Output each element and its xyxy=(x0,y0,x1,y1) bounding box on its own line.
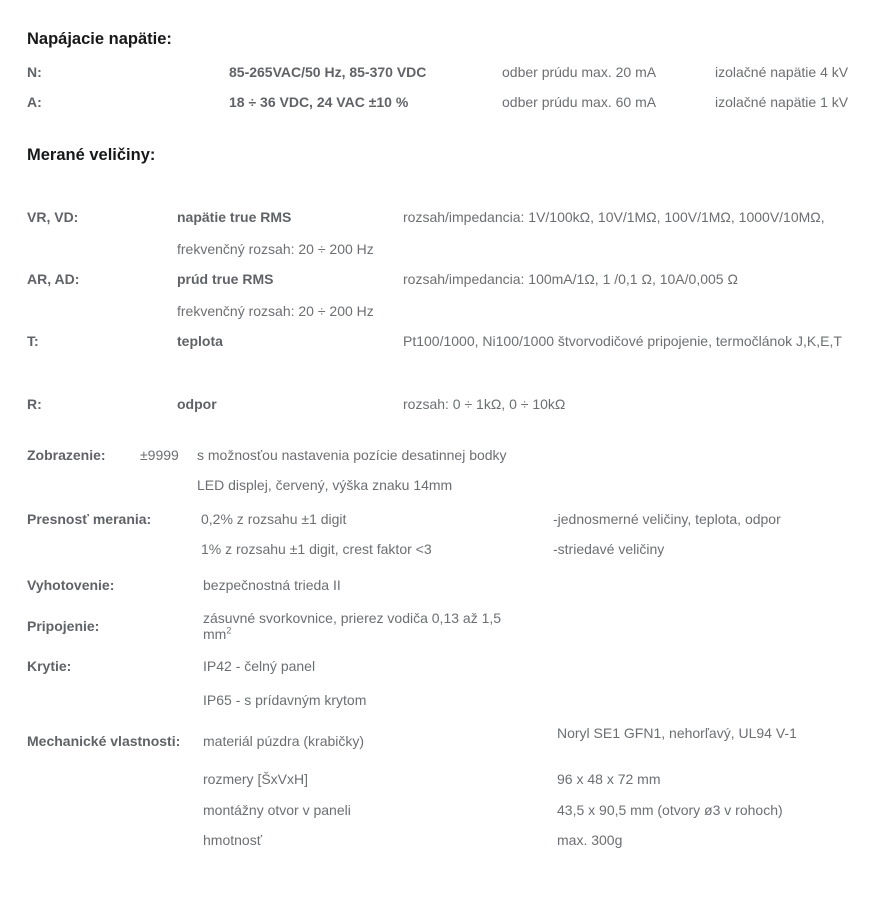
mechanical-cutout-name: montážny otvor v paneli xyxy=(203,802,351,818)
mechanical-weight-value: max. 300g xyxy=(557,832,623,848)
mechanical-label: Mechanické vlastnosti: xyxy=(27,733,181,749)
display-line-1: s možnosťou nastavenia pozície desatinnej bodky xyxy=(197,447,507,463)
mechanical-dimensions-name: rozmery [ŠxVxH] xyxy=(203,771,309,787)
cover-line-1: IP42 - čelný panel xyxy=(203,658,316,674)
measured-t-label: T: xyxy=(27,333,39,349)
accuracy-note-dc: -jednosmerné veličiny, teplota, odpor xyxy=(553,511,781,527)
build-value: bezpečnostná trieda II xyxy=(203,577,341,593)
connection-value: zásuvné svorkovnice, prierez vodiča 0,13 až 1,5 mm xyxy=(203,610,502,642)
connection-value-block xyxy=(203,610,528,642)
accuracy-note-ac: -striedavé veličiny xyxy=(553,541,665,557)
measured-section-title: Merané veličiny: xyxy=(27,146,156,164)
measured-ar-name: prúd true RMS xyxy=(177,271,274,287)
mechanical-material-value: Noryl SE1 GFN1, nehorľavý, UL94 V-1 xyxy=(557,725,797,741)
power-row-a-isolation: izolačné napätie 1 kV xyxy=(715,94,849,110)
power-row-n-isolation: izolačné napätie 4 kV xyxy=(715,64,849,80)
connection-unit-exponent: 2 xyxy=(226,625,232,636)
measured-r-name: odpor xyxy=(177,396,217,412)
measured-t-range: Pt100/1000, Ni100/1000 štvorvodičové pripojenie, termočlánok J,K,E,T xyxy=(403,333,842,349)
cover-line-2: IP65 - s prídavným krytom xyxy=(203,692,367,708)
measured-ar-freq: frekvenčný rozsah: 20 ÷ 200 Hz xyxy=(177,303,374,319)
display-label: Zobrazenie: xyxy=(27,447,106,463)
build-label: Vyhotovenie: xyxy=(27,577,115,593)
accuracy-value-ac: 1% z rozsahu ±1 digit, crest faktor <3 xyxy=(201,541,432,557)
connection-label: Pripojenie: xyxy=(27,618,100,634)
measured-ar-label: AR, AD: xyxy=(27,271,80,287)
power-row-n-current: odber prúdu max. 20 mA xyxy=(502,64,657,80)
accuracy-label: Presnosť merania: xyxy=(27,511,152,527)
display-line-2: LED displej, červený, výška znaku 14mm xyxy=(197,477,453,493)
power-row-n-spec: 85-265VAC/50 Hz, 85-370 VDC xyxy=(229,64,427,80)
power-row-n-label: N: xyxy=(27,64,42,80)
power-section-title: Napájacie napätie: xyxy=(27,30,172,48)
mechanical-dimensions-value: 96 x 48 x 72 mm xyxy=(557,771,661,787)
power-row-a-current: odber prúdu max. 60 mA xyxy=(502,94,657,110)
power-row-a-spec: 18 ÷ 36 VDC, 24 VAC ±10 % xyxy=(229,94,409,110)
cover-label: Krytie: xyxy=(27,658,72,674)
measured-ar-range: rozsah/impedancia: 100mA/1Ω, 1 /0,1 Ω, 10A/0,005 Ω xyxy=(403,271,738,287)
measured-vr-range: rozsah/impedancia: 1V/100kΩ, 10V/1MΩ, 100V/1MΩ, 1000V/10MΩ, xyxy=(403,209,825,225)
measured-r-range: rozsah: 0 ÷ 1kΩ, 0 ÷ 10kΩ xyxy=(403,396,566,412)
mechanical-weight-name: hmotnosť xyxy=(203,832,262,848)
measured-vr-label: VR, VD: xyxy=(27,209,79,225)
measured-vr-freq: frekvenčný rozsah: 20 ÷ 200 Hz xyxy=(177,241,374,257)
measured-r-label: R: xyxy=(27,396,42,412)
mechanical-cutout-value: 43,5 x 90,5 mm (otvory ø3 v rohoch) xyxy=(557,802,783,818)
power-row-a-label: A: xyxy=(27,94,42,110)
accuracy-value-dc: 0,2% z rozsahu ±1 digit xyxy=(201,511,347,527)
display-value: ±9999 xyxy=(140,447,179,463)
measured-t-name: teplota xyxy=(177,333,223,349)
mechanical-material-name: materiál púzdra (krabičky) xyxy=(203,733,365,749)
measured-vr-name: napätie true RMS xyxy=(177,209,292,225)
